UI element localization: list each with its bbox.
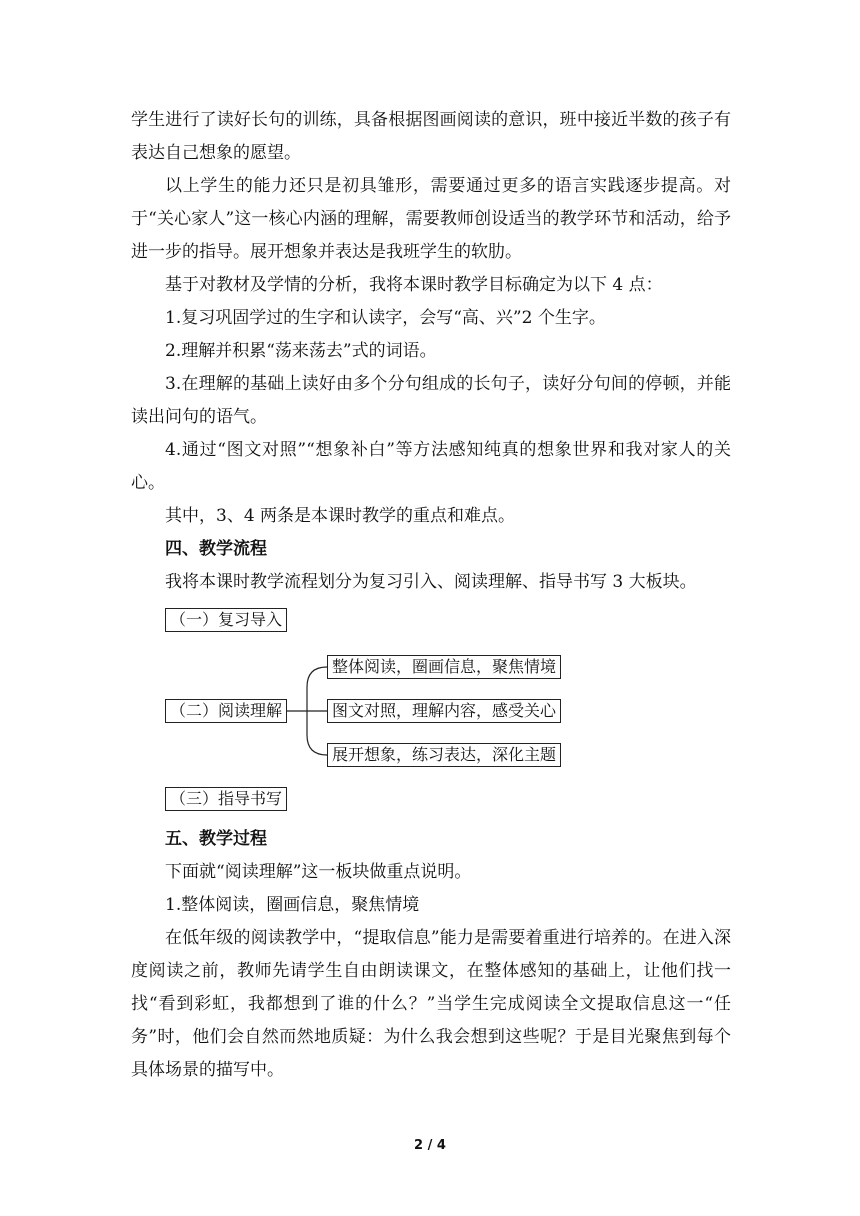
paragraph: 其中，3、4 两条是本课时教学的重点和难点。 xyxy=(165,506,516,526)
flow-step-writing: （三）指导书写 xyxy=(165,787,287,811)
flow-step-review: （一）复习导入 xyxy=(165,608,287,632)
flow-substep: 整体阅读，圈画信息，聚焦情境 xyxy=(327,655,561,679)
flow-substep: 展开想象，练习表达，深化主题 xyxy=(327,743,561,767)
paragraph: 学生进行了读好长句的训练，具备根据图画阅读的意识，班中接近半数的孩子有表达自己想象的愿望。 xyxy=(131,110,731,163)
paragraph: 在低年级的阅读教学中，“提取信息”能力是需要着重进行培养的。在进入深度阅读之前，教师先请学生自由朗读课文，在整体感知的基础上，让他们找一找“看到彩虹，我都想到了谁的什么？”当学生完成阅读全文提取信息这一“任务”时，他们会自然而然地质疑：为什么我会想到这些呢？于是目光聚焦到每个具体场景的描写中。 xyxy=(131,928,731,1080)
paragraph: 我将本课时教学流程划分为复习引入、阅读理解、指导书写 3 大板块。 xyxy=(165,572,697,592)
teaching-flowchart xyxy=(131,601,731,813)
flow-substep: 图文对照，理解内容，感受关心 xyxy=(327,699,561,723)
paragraph: 以上学生的能力还只是初具雏形，需要通过更多的语言实践逐步提高。对于“关心家人”这一核心内涵的理解，需要教师创设适当的教学环节和活动，给予进一步的指导。展开想象并表达是我班学生的软肋。 xyxy=(131,176,731,262)
objective-item: 4.通过“图文对照”“想象补白”等方法感知纯真的想象世界和我对家人的关心。 xyxy=(131,440,731,493)
section-heading: 四、教学流程 xyxy=(165,539,267,559)
paragraph: 基于对教材及学情的分析，我将本课时教学目标确定为以下 4 点： xyxy=(165,275,663,295)
page-content xyxy=(131,104,731,1087)
paragraph: 下面就“阅读理解”这一板块做重点说明。 xyxy=(165,862,472,882)
subsection-heading: 1.整体阅读，圈画信息，聚焦情境 xyxy=(165,895,420,915)
page-number: 2 / 4 xyxy=(414,1138,446,1153)
section-heading: 五、教学过程 xyxy=(165,829,267,849)
objective-item: 1.复习巩固学过的生字和认读字，会写“高、兴”2 个生字。 xyxy=(165,308,606,328)
objective-item: 2.理解并积累“荡来荡去”式的词语。 xyxy=(165,341,437,361)
flow-step-reading: （二）阅读理解 xyxy=(165,699,287,723)
objective-item: 3.在理解的基础上读好由多个分句组成的长句子，读好分句间的停顿，并能读出问句的语气。 xyxy=(131,374,731,427)
